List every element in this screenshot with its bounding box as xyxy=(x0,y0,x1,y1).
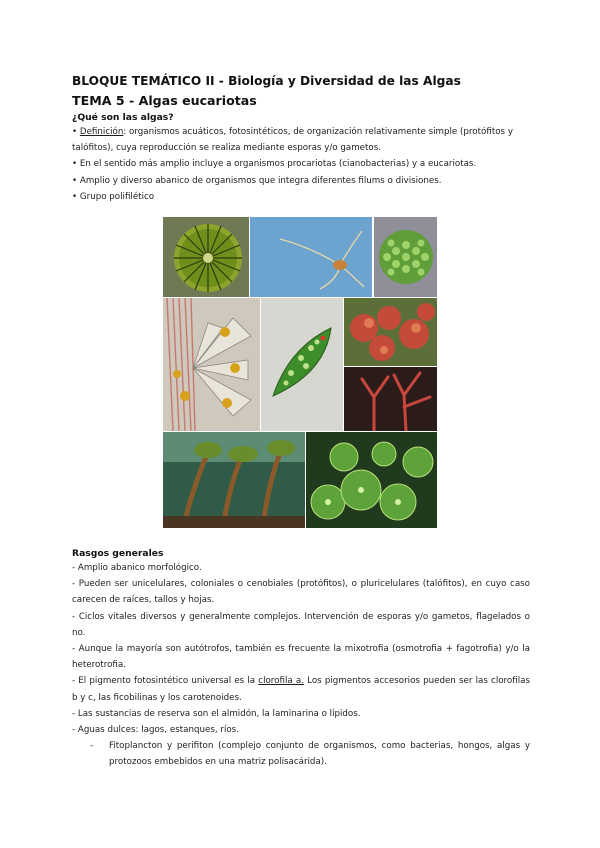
list-item: - Amplio abanico morfológico. xyxy=(72,563,202,573)
diatom-branched-image xyxy=(250,217,372,297)
topic-title: TEMA 5 - Algas eucariotas xyxy=(72,93,257,108)
list-item: • Grupo polifilético xyxy=(72,191,155,202)
kelp-forest-image xyxy=(163,432,305,528)
features-list xyxy=(72,560,530,771)
definition-term: Definición xyxy=(79,127,124,137)
algae-image-collage xyxy=(163,217,437,528)
list-item: - Ciclos vitales diversos y generalmente complejos. Intervención de esporas y/o gametos, flagelados o no. xyxy=(72,611,530,638)
chlorophyll-item: - El pigmento fotosintético universal es la clorofila a. Los pigmentos accesorios pueden ser las clorofilas b y c, las ficobilinas y los carotenoides. xyxy=(72,676,530,703)
euglena-cell-image xyxy=(261,298,343,431)
green-spherical-algae-image xyxy=(306,432,437,528)
list-item: - Aguas dulces: lagos, estanques, ríos. xyxy=(72,725,239,736)
features-heading: Rasgos generales xyxy=(72,548,164,559)
pediastrum-colony-image xyxy=(374,217,437,297)
red-seaweed-tuft-image xyxy=(344,298,437,366)
fan-diatoms-image xyxy=(163,298,260,431)
definition-item: • Definición: organismos acuáticos, fotosintéticos, de organización relativamente simple (protófitos y talófitos), cuya reproducción se realiza mediante esporas y/o gametos. xyxy=(72,127,513,154)
intro-heading: ¿Qué son las algas? xyxy=(72,112,174,123)
intro-list xyxy=(72,124,530,205)
red-seaweed-branches-image xyxy=(344,367,437,431)
block-title: BLOQUE TEMÁTICO II - Biología y Diversidad de las Algas xyxy=(72,74,461,88)
sub-list-item: - Fitoplancton y perifiton (complejo conjunto de organismos, como bacterias, hongos, algas y protozoos embebidos en una matriz polisacárida). xyxy=(90,741,530,768)
list-item: - Las sustancias de reserva son el almidón, la laminarina o lípidos. xyxy=(72,708,361,719)
list-item: - Aunque la mayoría son autótrofos, también es frecuente la mixotrofia (osmotrofia + fagotrofia) y/o la heterotrofia. xyxy=(72,644,530,671)
chlorophyll-term: clorofila a. xyxy=(258,676,304,687)
list-item: • Amplio y diverso abanico de organismos que integra diferentes filums o divisiones. xyxy=(72,175,442,186)
list-item: - Pueden ser unicelulares, coloniales o cenobiales (protófitos), o pluricelulares (talófitos), en cuyo caso carecen de raíces, tallos y hojas. xyxy=(72,579,530,606)
diatom-radial-image xyxy=(163,217,249,297)
list-item: • En el sentido más amplio incluye a organismos procariotas (cianobacterias) y a eucariotas. xyxy=(72,159,477,170)
